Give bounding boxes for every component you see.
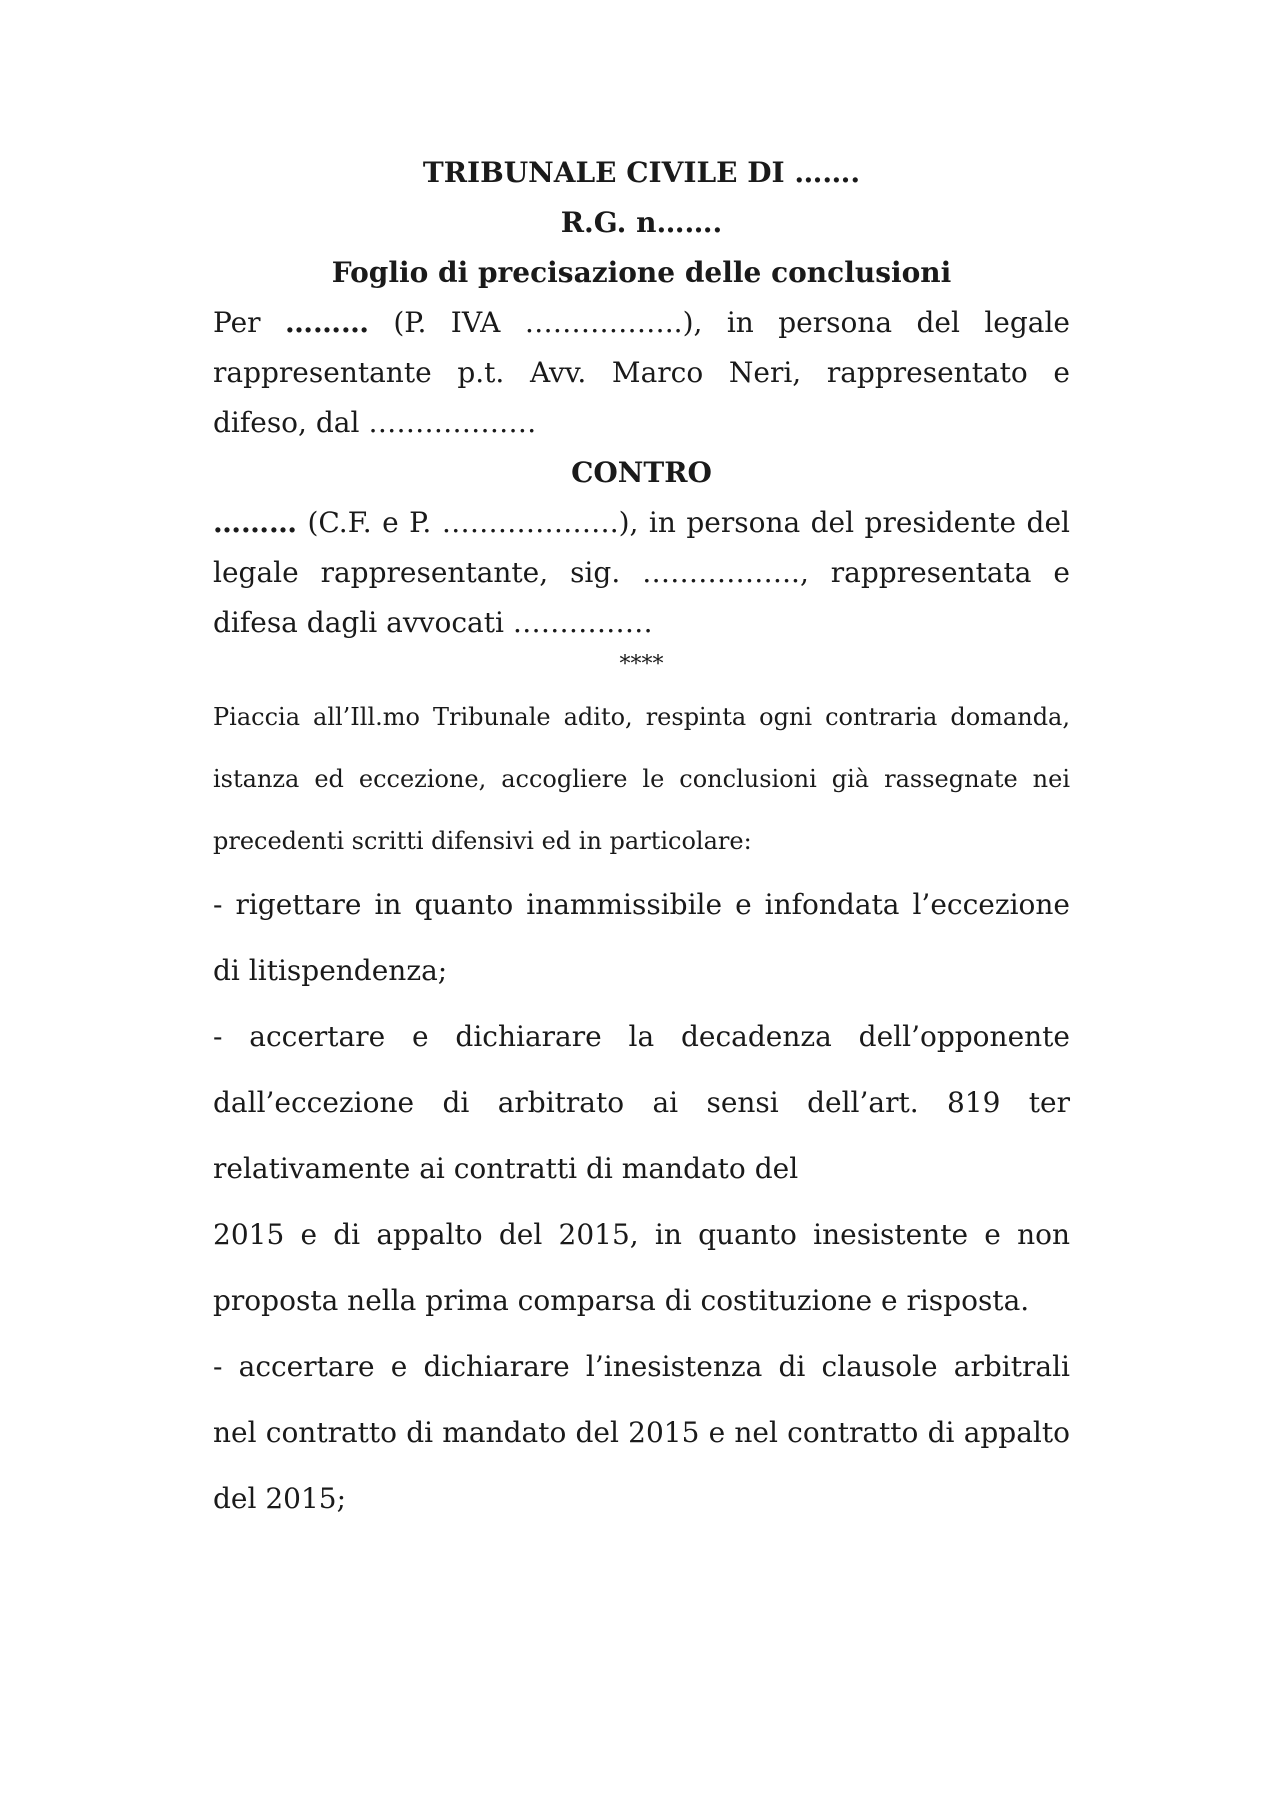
party-defendant-name: ……… (213, 506, 297, 539)
document-title: Foglio di precisazione delle conclusioni (331, 256, 952, 289)
conclusion-item-2: - accertare e dichiarare la decadenza dell’opponente dall’eccezione di arbitrato ai sensi dell’art. 819 ter relativamente ai contratti di mandato del (213, 1020, 1070, 1185)
party-defendant-details: (C.F. e P. ……………….), in persona del presidente del legale rappresentante, sig. …………….., rappresentata e difesa dagli avvocati …………… (213, 506, 1070, 639)
conclusion-item-1: - rigettare in quanto inammissibile e infondata l’eccezione di litispendenza; (213, 888, 1070, 987)
party-plaintiff-details: (P. IVA ……………..), in persona del legale rappresentante p.t. Avv. Marco Neri, rappresentato e difeso, dal ……………… (213, 306, 1070, 439)
party-plaintiff (213, 298, 1070, 448)
party-plaintiff-prefix: Per (213, 306, 285, 339)
separator: **** (619, 652, 664, 677)
intro-paragraph: Piaccia all’Ill.mo Tribunale adito, respinta ogni contraria domanda, istanza ed eccezione, accogliere le conclusioni già rassegnate nei precedenti scritti difensivi ed in particolare: (213, 703, 1070, 855)
document-page (213, 148, 1070, 1532)
court-heading: TRIBUNALE CIVILE DI ……. (422, 156, 861, 189)
party-plaintiff-name: ……… (284, 306, 369, 339)
party-defendant (213, 498, 1070, 648)
contro-heading: CONTRO (571, 456, 712, 489)
conclusion-item-3: - accertare e dichiarare l’inesistenza di clausole arbitrali nel contratto di mandato del 2015 e nel contratto di appalto del 2015; (213, 1350, 1070, 1515)
conclusion-item-2-continued: 2015 e di appalto del 2015, in quanto inesistente e non proposta nella prima comparsa di costituzione e risposta. (213, 1218, 1070, 1317)
rg-number: R.G. n……. (560, 206, 723, 239)
